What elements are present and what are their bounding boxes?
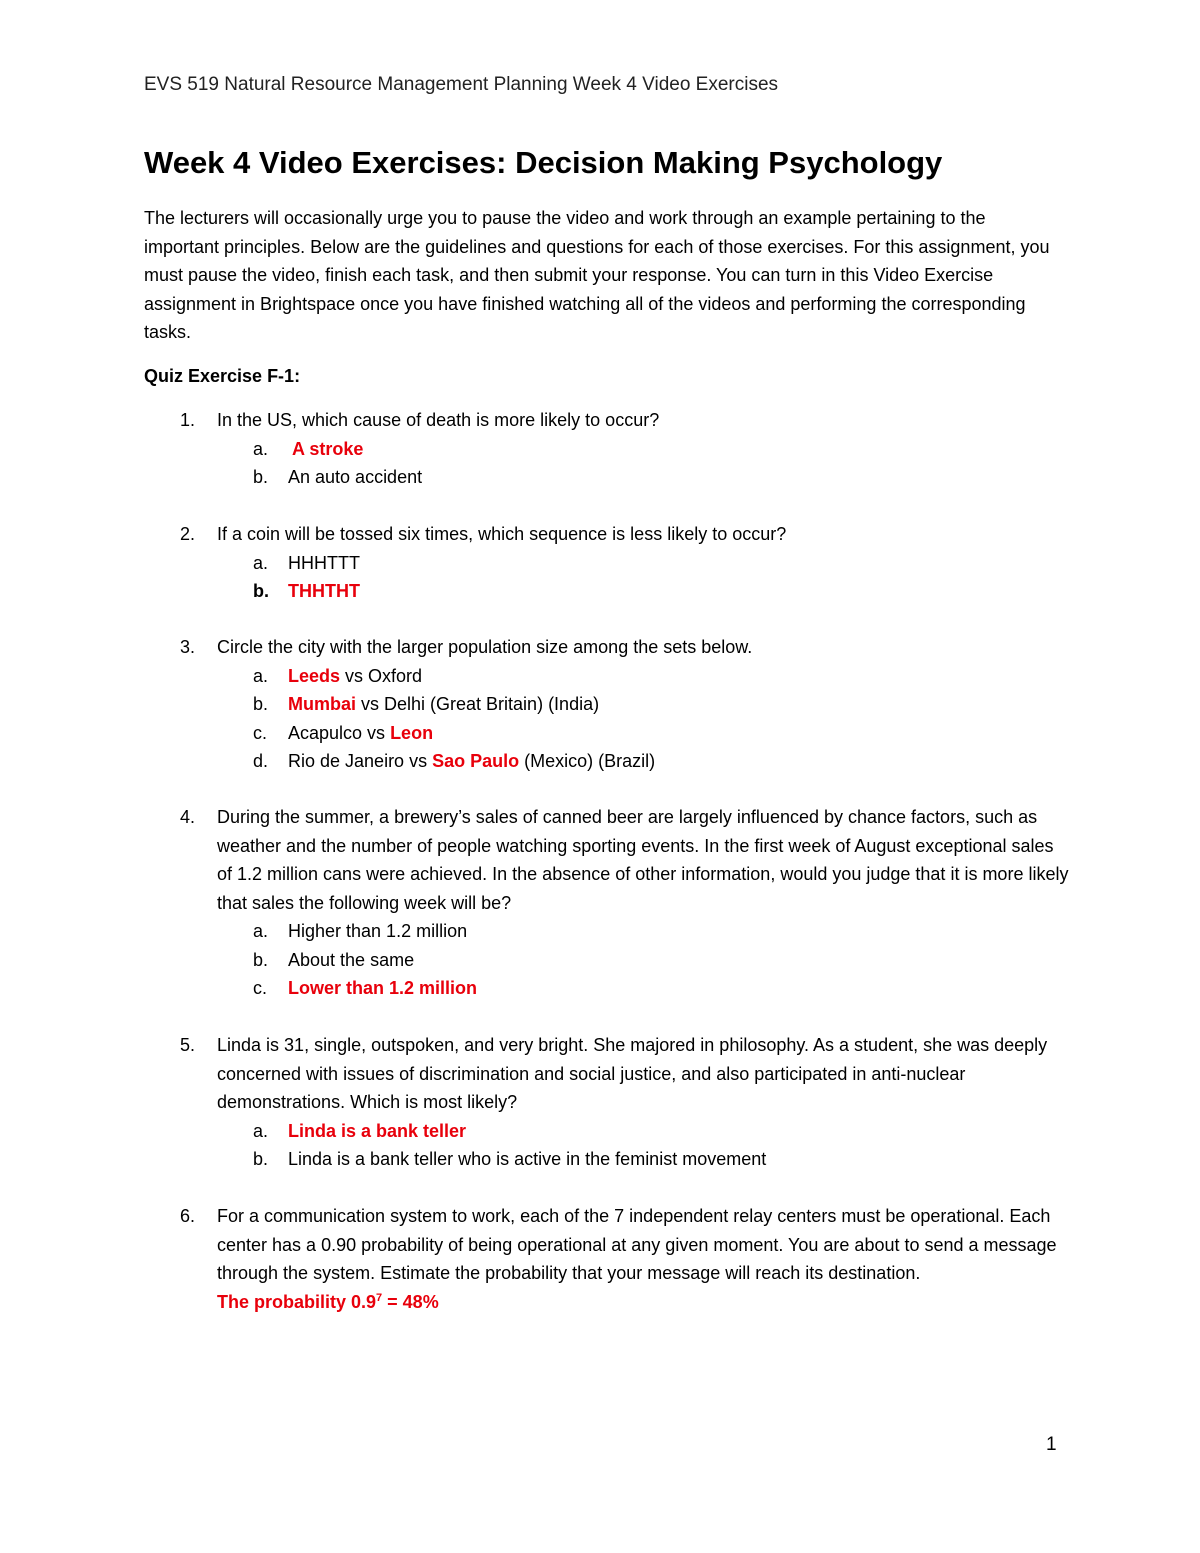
correct-answer: Sao Paulo	[432, 751, 520, 771]
option-b	[253, 946, 1070, 975]
question-number: 4.	[180, 807, 196, 827]
option-letter: b.	[253, 949, 269, 970]
page-title: Week 4 Video Exercises: Decision Making Psychology	[144, 145, 943, 180]
question-text: For a communication system to work, each of the 7 independent relay centers must be operational. Each center has a 0.90 probability of being operational at any given moment. You are about to send a message through the system. Estimate the probability that your message will reach its destination.	[217, 1206, 1057, 1283]
option-a	[253, 549, 1070, 578]
option-letter: b.	[253, 581, 269, 601]
option-text: Higher than 1.2 million	[288, 921, 468, 941]
option-c	[253, 974, 1070, 1003]
question-number: 3.	[180, 637, 196, 657]
correct-answer: Leon	[390, 722, 434, 743]
option-text	[288, 662, 422, 691]
option-letter: d.	[253, 751, 269, 771]
option-d	[253, 747, 1070, 776]
quiz-heading: Quiz Exercise F-1:	[144, 366, 301, 386]
option-letter: b.	[253, 1149, 269, 1169]
question-text: During the summer, a brewery’s sales of canned beer are largely influenced by chance factors, such as weather and the number of people watching sporting events. In the first week of August exceptional sales of 1.2 million cans were achieved. In the absence of other information, would you judge that it is more likely that sales the following week will be?	[217, 807, 1069, 913]
option-text	[288, 690, 599, 719]
option-b	[253, 690, 1070, 719]
option-a	[253, 1117, 1070, 1146]
option-letter: a.	[253, 552, 269, 573]
option-text	[288, 747, 655, 776]
option-letter: a.	[253, 665, 269, 686]
option-rest: vs Delhi (Great Britain) (India)	[356, 694, 600, 714]
option-letter: c.	[253, 722, 268, 743]
correct-answer: Mumbai	[288, 694, 357, 714]
option-letter: c.	[253, 978, 268, 998]
correct-answer: Lower than 1.2 million	[288, 978, 478, 998]
option-c	[253, 719, 1070, 748]
option-b	[253, 1145, 1070, 1174]
option-letter: a.	[253, 438, 269, 459]
option-letter: b.	[253, 694, 269, 714]
question-number: 5.	[180, 1035, 196, 1055]
correct-answer: THHTHT	[288, 581, 360, 601]
option-pre: Rio de Janeiro vs	[288, 751, 433, 771]
question-5	[180, 1031, 1070, 1174]
option-b	[253, 463, 1070, 492]
option-text: About the same	[288, 949, 415, 970]
correct-answer: Leeds	[288, 665, 341, 686]
question-2	[180, 520, 1070, 606]
question-3	[180, 633, 1070, 776]
running-header: EVS 519 Natural Resource Management Planning Week 4 Video Exercises	[144, 74, 779, 95]
intro-paragraph: The lecturers will occasionally urge you to pause the video and work through an example pertaining to the important principles. Below are the guidelines and questions for each of those exercises. For this assignment, you must pause the video, finish each task, and then submit your response. You can turn in this Video Exercise assignment in Brightspace once you have finished watching all of the videos and performing the corresponding tasks.	[144, 208, 1050, 342]
option-text: Linda is a bank teller who is active in the feminist movement	[288, 1149, 767, 1169]
option-rest: (Mexico) (Brazil)	[519, 751, 656, 771]
option-text: HHHTTT	[288, 552, 360, 573]
question-text: In the US, which cause of death is more likely to occur?	[217, 410, 660, 430]
question-number: 6.	[180, 1206, 196, 1226]
correct-answer: Linda is a bank teller	[288, 1120, 467, 1141]
answer-exponent: 7	[376, 1291, 383, 1304]
option-text	[288, 719, 433, 748]
question-4	[180, 803, 1070, 1003]
option-letter: a.	[253, 1120, 269, 1141]
option-rest: vs Oxford	[340, 665, 423, 686]
option-b	[253, 577, 1070, 606]
correct-answer: A stroke	[292, 438, 364, 459]
option-letter: b.	[253, 467, 269, 487]
page-number: 1	[1046, 1434, 1057, 1455]
question-text: Circle the city with the larger population size among the sets below.	[217, 637, 753, 657]
question-number: 2.	[180, 524, 196, 544]
option-a	[253, 917, 1070, 946]
probability-answer	[217, 1288, 1070, 1317]
option-pre: Acapulco vs	[288, 722, 391, 743]
question-1	[180, 406, 1070, 492]
option-a	[253, 662, 1070, 691]
answer-prefix: The probability 0.9	[217, 1291, 377, 1312]
question-text: Linda is 31, single, outspoken, and very bright. She majored in philosophy. As a student, she was deeply concerned with issues of discrimination and social justice, and also participated in anti-nuclear demonstrations. Which is most likely?	[217, 1035, 1048, 1112]
answer-suffix: = 48%	[382, 1291, 439, 1312]
question-text: If a coin will be tossed six times, which sequence is less likely to occur?	[217, 524, 787, 544]
option-text: An auto accident	[288, 467, 423, 487]
option-a	[253, 435, 1070, 464]
question-number: 1.	[180, 410, 196, 430]
option-letter: a.	[253, 921, 269, 941]
question-6	[180, 1202, 1070, 1316]
